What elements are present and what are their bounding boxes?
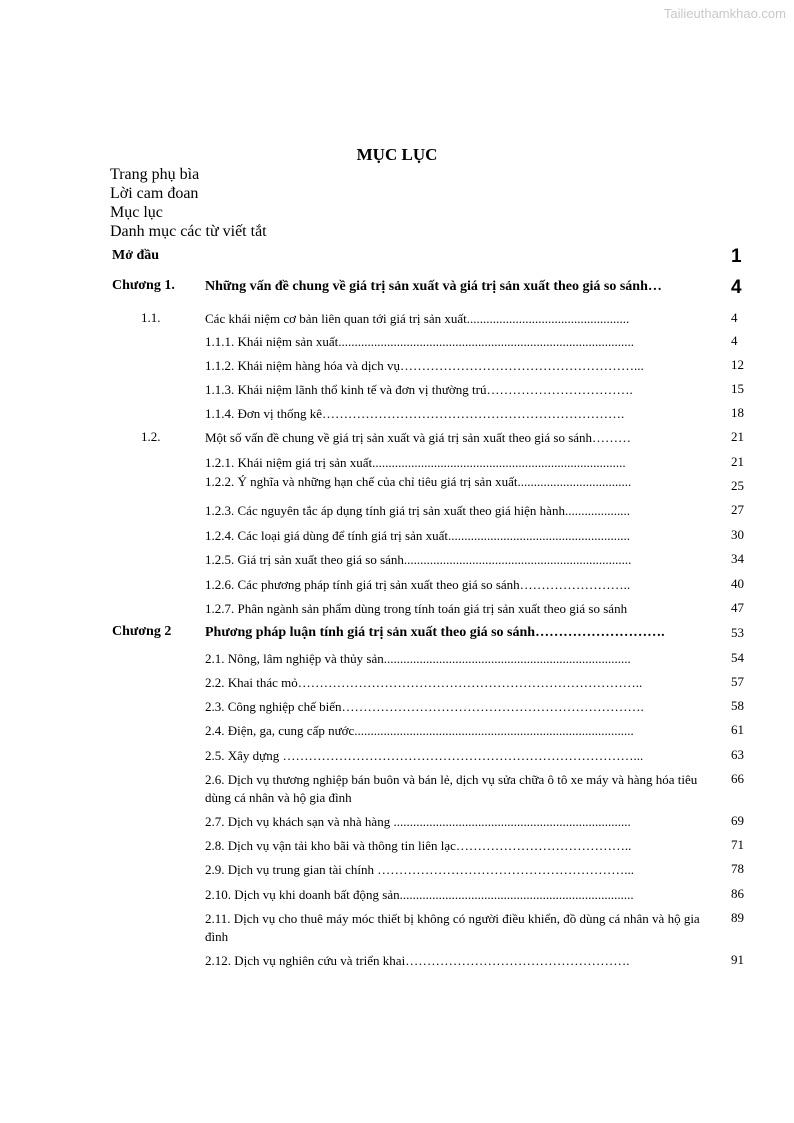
front-matter-item[interactable]: Mục lục (110, 204, 163, 221)
entry-text: 2.7. Dịch vụ khách sạn và nhà hàng ......................................................................... (205, 814, 631, 829)
intro-label: Mở đầu (112, 248, 160, 263)
entry-page: 78 (731, 861, 744, 876)
entry-text: Các khái niệm cơ bản liên quan tới giá trị sản xuất.................................................. (205, 311, 630, 326)
entry-text: 1.1.4. Đơn vị thống kê……………………………………………………………. (205, 406, 625, 421)
entry-text: 1.2.7. Phân ngành sản phẩm dùng trong tính toán giá trị sản xuất theo giá so sánh (205, 601, 628, 616)
front-matter-item[interactable]: Trang phụ bìa (110, 166, 200, 183)
chapter1-title: Những vấn đề chung về giá trị sản xuất và giá trị sản xuất theo giá so sánh… (205, 279, 662, 294)
entry-text: 1.1.3. Khái niệm lãnh thổ kinh tế và đơn vị thường trú……………………………. (205, 382, 633, 397)
entry-page: 61 (731, 722, 744, 737)
entry-page: 34 (731, 551, 744, 566)
chapter1-page: 4 (731, 277, 742, 298)
entry-page: 69 (731, 813, 744, 828)
chapter1-label: Chương 1. (112, 278, 175, 293)
entry-page: 27 (731, 502, 744, 517)
entry-text: Một số vấn đề chung về giá trị sản xuất và giá trị sản xuất theo giá so sánh……… (205, 430, 632, 445)
entry-text: 2.9. Dịch vụ trung gian tài chính …………………………………………………... (205, 862, 634, 877)
entry-page: 30 (731, 527, 744, 542)
entry-text: 1.2.6. Các phương pháp tính giá trị sản xuất theo giá so sánh…………………….. (205, 577, 631, 592)
entry-text: 1.2.3. Các nguyên tắc áp dụng tính giá trị sản xuất theo giá hiện hành.................... (205, 503, 630, 518)
entry-text: 2.10. Dịch vụ khi doanh bất động sản........................................................................ (205, 887, 634, 902)
entry-page: 4 (731, 333, 738, 348)
entry-page: 57 (731, 674, 744, 689)
entry-text: 2.11. Dịch vụ cho thuê máy móc thiết bị không có người điều khiển, đồ dùng cá nhân và hộ gia đình (205, 911, 700, 944)
entry-text: 1.2.4. Các loại giá dùng để tính giá trị sản xuất........................................................ (205, 528, 630, 543)
entry-page: 15 (731, 381, 744, 396)
entry-page: 58 (731, 698, 744, 713)
entry-text: 2.2. Khai thác mỏ…………………………………………………………………….. (205, 675, 643, 690)
intro-page: 1 (731, 246, 742, 267)
entry-text: 1.1.1. Khái niệm sản xuất........................................................................................... (205, 334, 634, 349)
entry-text: 1.1.2. Khái niệm hàng hóa và dịch vụ………………………………………………... (205, 358, 644, 373)
entry-page: 91 (731, 952, 744, 967)
page-title: MỤC LỤC (356, 145, 438, 164)
entry-page: 21 (731, 454, 744, 469)
entry-page: 54 (731, 650, 744, 665)
entry-page: 12 (731, 357, 744, 372)
entry-text: 2.5. Xây dựng ………………………………………………………………………... (205, 748, 644, 763)
entry-page: 86 (731, 886, 744, 901)
entry-page: 66 (731, 771, 744, 786)
chapter2-label: Chương 2 (112, 624, 172, 639)
entry-text: 1.2.1. Khái niệm giá trị sản xuất.............................................................................. (205, 455, 626, 470)
entry-page: 4 (731, 310, 738, 325)
entry-text: 1.2.5. Giá trị sản xuất theo giá so sánh...................................................................... (205, 552, 632, 567)
chapter2-page: 53 (731, 625, 744, 640)
entry-page: 25 (731, 478, 744, 493)
entry-page: 18 (731, 405, 744, 420)
entry-page: 89 (731, 910, 744, 925)
entry-number: 1.1. (141, 310, 161, 325)
entry-page: 47 (731, 600, 744, 615)
entry-text: 2.3. Công nghiệp chế biến……………………………………………………………. (205, 699, 644, 714)
front-matter-item[interactable]: Danh mục các từ viết tắt (110, 223, 267, 240)
entry-text: 2.12. Dịch vụ nghiên cứu và triển khai……………………………………………. (205, 953, 630, 968)
entry-page: 40 (731, 576, 744, 591)
entry-text: 1.2.2. Ý nghĩa và những hạn chế của chỉ tiêu giá trị sản xuất................................... (205, 474, 632, 489)
entry-text: 2.6. Dịch vụ thương nghiệp bán buôn và bán lẻ, dịch vụ sửa chữa ô tô xe máy và hàng hóa tiêu dùng cá nhân và hộ gia đình (205, 772, 698, 805)
chapter2-title: Phương pháp luận tính giá trị sản xuất theo giá so sánh………………………. (205, 625, 665, 640)
entry-text: 2.8. Dịch vụ vận tải kho bãi và thông tin liên lạc………………………………….. (205, 838, 632, 853)
entry-number: 1.2. (141, 429, 161, 444)
entry-page: 21 (731, 429, 744, 444)
entry-page: 71 (731, 837, 744, 852)
watermark: Tailieuthamkhao.com (663, 6, 786, 21)
front-matter-item[interactable]: Lời cam đoan (110, 185, 199, 202)
entry-text: 2.1. Nông, lâm nghiệp và thủy sản............................................................................ (205, 651, 631, 666)
entry-text: 2.4. Điện, ga, cung cấp nước...................................................................................... (205, 723, 634, 738)
entry-page: 63 (731, 747, 744, 762)
